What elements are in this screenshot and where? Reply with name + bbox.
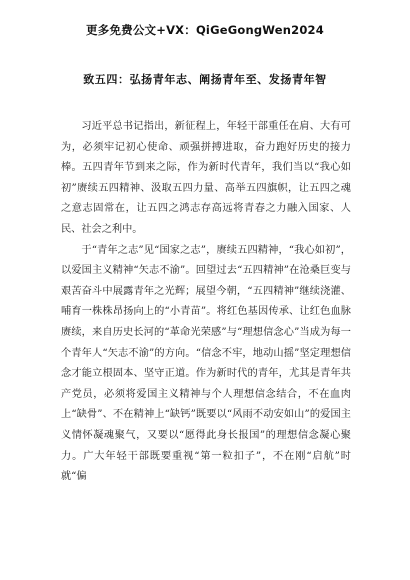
paragraph: 习近平总书记指出，新征程上，年轻干部重任在肩、大有可为，必须牢记初心使命、顽强拼搏进取，奋力跑好历史的接力棒。五四青年节到来之际，作为新时代青年，我们当以“我心如初”赓续五四精神、汲取五四力量、高举五四旗帜，让五四之魂之意志固常在，让五四之鸿志存高远将青春之力融入国家、人民、社会之利中。 (61, 121, 351, 235)
document-title: 致五四：弘扬青年志、阐扬青年至、发扬青年智 (83, 73, 327, 86)
header-note: 更多免费公文+VX：QiGeGongWen2024 (86, 23, 324, 37)
document-body (61, 117, 351, 488)
paragraph: 于“青年之志”见“国家之志”，赓续五四精神，“我心如初”，以爱国主义精神“矢志不渝”。回望过去“五四精神”在沧桑巨变与艰苦奋斗中展露青年之光辉；展望今朝，“五四精神”继续浇灌、哺育一株株昂扬向上的“小青苗”。将红色基因传承、让红色血脉赓续，来自历史长河的“革命光荣感”与“理想信念心”当成为每一个青年人“矢志不渝”的方向。“信念不牢，地动山摇”坚定理想信念才能立根固本、坚守正道。作为新时代的青年，尤其是青年共产党员，必须将爱国主义精神与个人理想信念结合，不在血肉上“缺骨”、不在精神上“缺钙”既要以“风雨不动安如山”的爱国主义情怀凝魂聚气，又要以“愿得此身长报国”的理想信念凝心聚力。广大年轻干部既要重视“第一粒扣子”，不在刚“启航”时就“偏 (61, 244, 351, 483)
